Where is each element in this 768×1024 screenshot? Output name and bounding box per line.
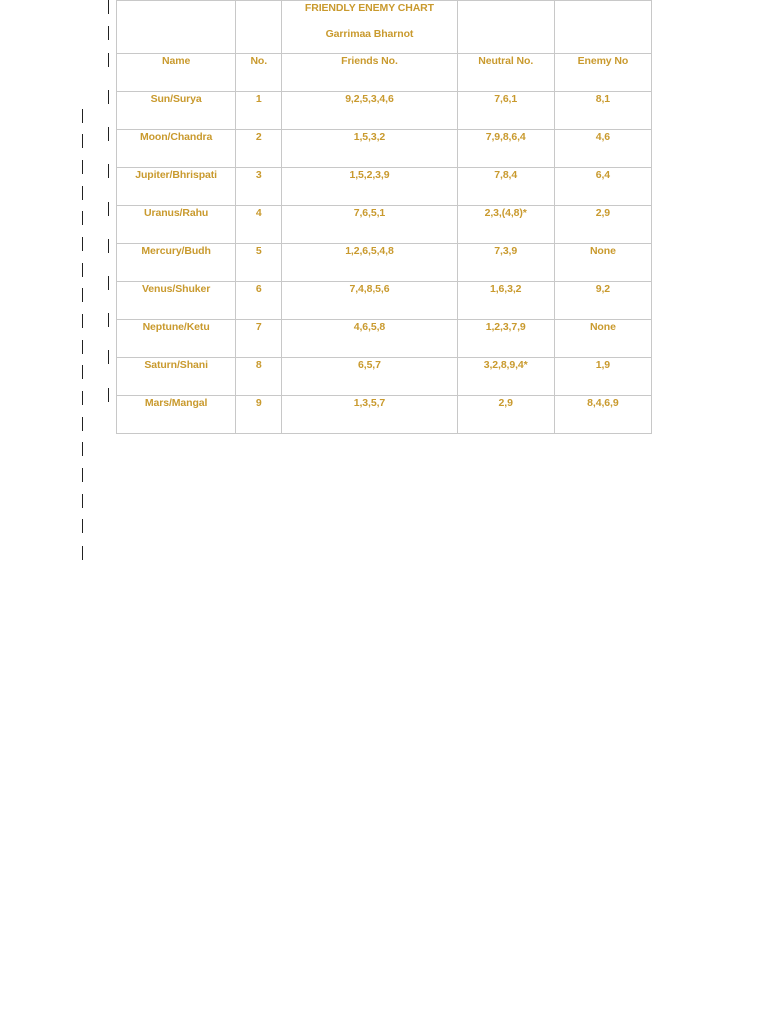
planet-name-cell: Mercury/Budh [117,244,236,282]
table-row [117,244,652,282]
enemy-cell: 8,1 [554,92,651,130]
margin-mark [82,186,83,200]
friends-cell: 7,4,8,5,6 [282,282,457,320]
number-cell: 1 [236,92,282,130]
margin-mark [108,0,109,14]
margin-mark [82,494,83,508]
margin-mark [82,442,83,456]
title-row [117,1,652,54]
friends-cell: 1,5,3,2 [282,130,457,168]
planet-name-cell: Uranus/Rahu [117,206,236,244]
neutral-cell: 1,2,3,7,9 [457,320,554,358]
planet-name-cell: Saturn/Shani [117,358,236,396]
table-row [117,282,652,320]
margin-mark [82,340,83,354]
margin-mark [82,468,83,482]
table-row [117,206,652,244]
margin-mark [108,202,109,216]
neutral-cell: 7,3,9 [457,244,554,282]
title-cell [282,1,457,54]
enemy-cell: 6,4 [554,168,651,206]
margin-mark [108,127,109,141]
friends-cell: 7,6,5,1 [282,206,457,244]
margin-mark [82,263,83,277]
number-cell: 2 [236,130,282,168]
friendly-enemy-table [116,0,652,434]
neutral-cell: 7,9,8,6,4 [457,130,554,168]
margin-mark [82,546,83,560]
enemy-cell: 9,2 [554,282,651,320]
table-row [117,130,652,168]
friends-cell: 1,3,5,7 [282,396,457,434]
margin-mark [108,350,109,364]
table-row [117,168,652,206]
margin-mark [82,365,83,379]
chart-title: FRIENDLY ENEMY CHART [304,2,434,14]
planet-name-cell: Moon/Chandra [117,130,236,168]
enemy-cell: 2,9 [554,206,651,244]
margin-mark [82,134,83,148]
margin-mark [108,26,109,40]
planet-name-cell: Neptune/Ketu [117,320,236,358]
number-cell: 8 [236,358,282,396]
title-cell-empty [554,1,651,54]
margin-mark [108,388,109,402]
column-header: Friends No. [282,54,457,92]
number-cell: 7 [236,320,282,358]
margin-mark [82,314,83,328]
enemy-cell: 8,4,6,9 [554,396,651,434]
planet-name-cell: Mars/Mangal [117,396,236,434]
neutral-cell: 2,3,(4,8)* [457,206,554,244]
margin-mark [82,519,83,533]
title-cell-empty [236,1,282,54]
friends-cell: 6,5,7 [282,358,457,396]
margin-mark [82,211,83,225]
chart-subtitle: Garrimaa Bharnot [325,28,414,40]
neutral-cell: 1,6,3,2 [457,282,554,320]
table-row [117,396,652,434]
margin-mark [82,237,83,251]
table-row [117,320,652,358]
planet-name-cell: Jupiter/Bhrispati [117,168,236,206]
number-cell: 5 [236,244,282,282]
friends-cell: 1,5,2,3,9 [282,168,457,206]
margin-mark [82,109,83,123]
column-header: Neutral No. [457,54,554,92]
column-header: No. [236,54,282,92]
friends-cell: 9,2,5,3,4,6 [282,92,457,130]
enemy-cell: 4,6 [554,130,651,168]
planet-name-cell: Venus/Shuker [117,282,236,320]
margin-mark [108,276,109,290]
number-cell: 6 [236,282,282,320]
neutral-cell: 7,8,4 [457,168,554,206]
margin-mark [82,391,83,405]
number-cell: 3 [236,168,282,206]
margin-mark [108,239,109,253]
margin-mark [82,288,83,302]
neutral-cell: 3,2,8,9,4* [457,358,554,396]
title-cell-empty [457,1,554,54]
margin-mark [108,90,109,104]
margin-mark [82,417,83,431]
neutral-cell: 7,6,1 [457,92,554,130]
number-cell: 9 [236,396,282,434]
margin-mark [108,164,109,178]
enemy-cell: 1,9 [554,358,651,396]
table-row [117,358,652,396]
enemy-cell: None [554,244,651,282]
number-cell: 4 [236,206,282,244]
title-cell-empty [117,1,236,54]
neutral-cell: 2,9 [457,396,554,434]
table-row [117,92,652,130]
planet-name-cell: Sun/Surya [117,92,236,130]
margin-mark [82,160,83,174]
header-row [117,54,652,92]
margin-mark [108,53,109,67]
friends-cell: 1,2,6,5,4,8 [282,244,457,282]
column-header: Enemy No [554,54,651,92]
enemy-cell: None [554,320,651,358]
margin-mark [108,313,109,327]
column-header: Name [117,54,236,92]
friends-cell: 4,6,5,8 [282,320,457,358]
